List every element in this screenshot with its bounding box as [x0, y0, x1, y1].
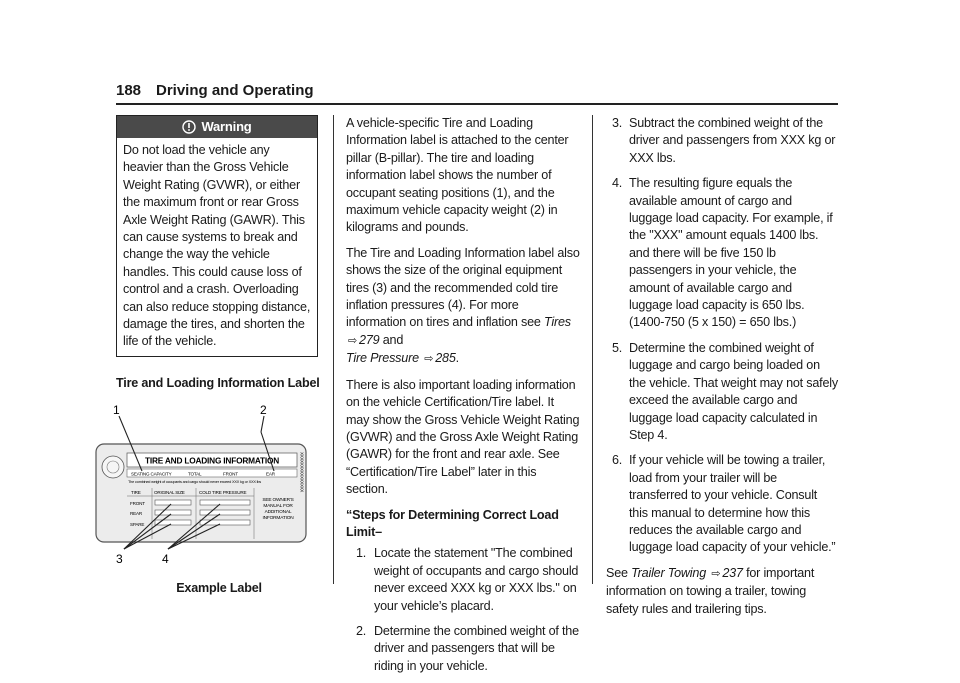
- seating-capacity: SEATING CAPACITY: [131, 471, 172, 477]
- warning-title: Warning: [201, 119, 252, 135]
- link-tire-pressure-page[interactable]: 285: [435, 351, 456, 366]
- link-arrow-icon: ⇨: [424, 353, 434, 366]
- list-item: 6. If your vehicle will be towing a trailer, load from your trailer will be transferred to your vehicle. Consult this manual to determine how this reduces the available cargo and luggage load capacity of your vehicle.”: [612, 453, 836, 555]
- paragraph-certification: There is also important loading information on the vehicle Certification/Tire label. It may show the Gross Vehicle Weight Rating (GVWR) and the Gross Axle Weight Rating (GAWR) for the front and rear axle. See “Certification/Tire Label” later in this section.: [346, 377, 580, 497]
- side-marks: XXXXXXXXXXXXXXX: [299, 452, 305, 493]
- list-item: 5. Determine the combined weight of luggage and cargo being loaded on the vehicle. That weight may not safely exceed the available cargo and luggage load capacity calculated in Step 4.: [612, 340, 838, 442]
- column-divider-1: [333, 115, 334, 584]
- col-tire: TIRE: [131, 490, 141, 496]
- owner-note-1: SEE OWNER'S: [262, 498, 294, 504]
- list-item: 1. Locate the statement "The combined weight of occupants and cargo should never exceed XXX kg or XXX lbs." on your vehicle’s placard.: [356, 546, 579, 613]
- link-tires-page[interactable]: 279: [359, 332, 380, 347]
- owner-note-2: MANUAL FOR: [263, 504, 293, 510]
- list-item: 3. Subtract the combined weight of the driver and passengers from XXX kg or XXX lbs.: [612, 116, 836, 165]
- owner-note-4: INFORMATION: [262, 516, 294, 522]
- column-divider-2: [592, 115, 593, 584]
- column-2: [346, 115, 580, 683]
- label-front: FRONT: [223, 471, 238, 477]
- warning-box: [116, 115, 318, 357]
- combined-weight-line: The combined weight of occupants and cargo should never exceed XXX kg or XXX lbs: [128, 479, 262, 485]
- row-rear: REAR: [130, 511, 142, 517]
- col-cold-pressure: COLD TIRE PRESSURE: [199, 490, 247, 496]
- row-front: FRONT: [130, 501, 145, 507]
- paragraph-tire-sizes: The Tire and Loading Information label also shows the size of the original equipment tires (3) and the recommended cold tire inflation pressures (4). For more information on tires and inflation see Tires ⇨ 279 and Tire Pressure ⇨ 285.: [346, 245, 580, 366]
- warning-icon: [182, 120, 196, 134]
- callout-4: 4: [162, 552, 169, 567]
- paragraph-trailer-towing: See Trailer Towing ⇨ 237 for important information on towing a trailer, towing safety rules and trailering tips.: [606, 565, 815, 616]
- figure-caption: Example Label: [176, 581, 262, 596]
- callout-2: 2: [260, 403, 267, 418]
- page-number: 188: [116, 82, 142, 99]
- link-trailer-towing[interactable]: Trailer Towing: [631, 565, 706, 580]
- row-spare: SPARE: [130, 522, 145, 528]
- link-arrow-icon: ⇨: [711, 567, 721, 580]
- example-label-figure: [113, 402, 322, 572]
- list-item: 2. Determine the combined weight of the driver and passengers that will be riding in your vehicle.: [356, 623, 579, 673]
- link-tire-pressure[interactable]: Tire Pressure: [346, 351, 419, 366]
- warning-header: [117, 116, 317, 138]
- column-1: [113, 115, 322, 598]
- link-trailer-towing-page[interactable]: 237: [722, 565, 743, 580]
- label-title: TIRE AND LOADING INFORMATION: [144, 455, 280, 466]
- steps-list-part-1: [346, 545, 580, 675]
- paragraph-label-location: A vehicle-specific Tire and Loading Information label is attached to the center pillar (B-pillar). The tire and loading information label shows the number of occupant seating positions (1), and the maximum vehicle capacity weight (2) in kilograms and pounds.: [346, 116, 569, 235]
- column-3: [606, 115, 838, 626]
- col-original-size: ORIGINAL SIZE: [154, 490, 185, 496]
- callout-3: 3: [116, 552, 123, 567]
- steps-heading: “Steps for Determining Correct Load Limit–: [346, 507, 559, 539]
- link-tires[interactable]: Tires: [544, 315, 571, 330]
- callout-1: 1: [113, 403, 120, 418]
- seal-icon: [102, 456, 124, 478]
- owner-note-3: ADDITIONAL: [264, 510, 292, 516]
- list-item: 4. The resulting figure equals the available amount of cargo and luggage load capacity. For example, if the "XXX" amount equals 1400 lbs. and there will be five 150 lb passengers in your vehicle, the amount of available cargo and luggage load capacity is 650 lbs. (1400-750 (5 x 150) = 650 lbs.): [612, 176, 833, 330]
- warning-text: Do not load the vehicle any heavier than the Gross Vehicle Weight Rating (GVWR), or either the maximum front or rear Gross Axle Weight Rating (GAWR). This can cause systems to break and change the way the vehicle handles. This could cause loss of control and a crash. Overloading can also reduce stopping distance, damage the tires, and shorten the life of the vehicle.: [123, 143, 311, 349]
- label-heading: Tire and Loading Information Label: [116, 375, 320, 390]
- link-arrow-icon: ⇨: [348, 334, 358, 347]
- steps-list-part-2: [606, 115, 838, 557]
- label-rear-header: EAR: [266, 471, 275, 477]
- label-total: TOTAL: [188, 471, 202, 477]
- section-title: Driving and Operating: [156, 82, 314, 99]
- header-rule: [116, 103, 838, 105]
